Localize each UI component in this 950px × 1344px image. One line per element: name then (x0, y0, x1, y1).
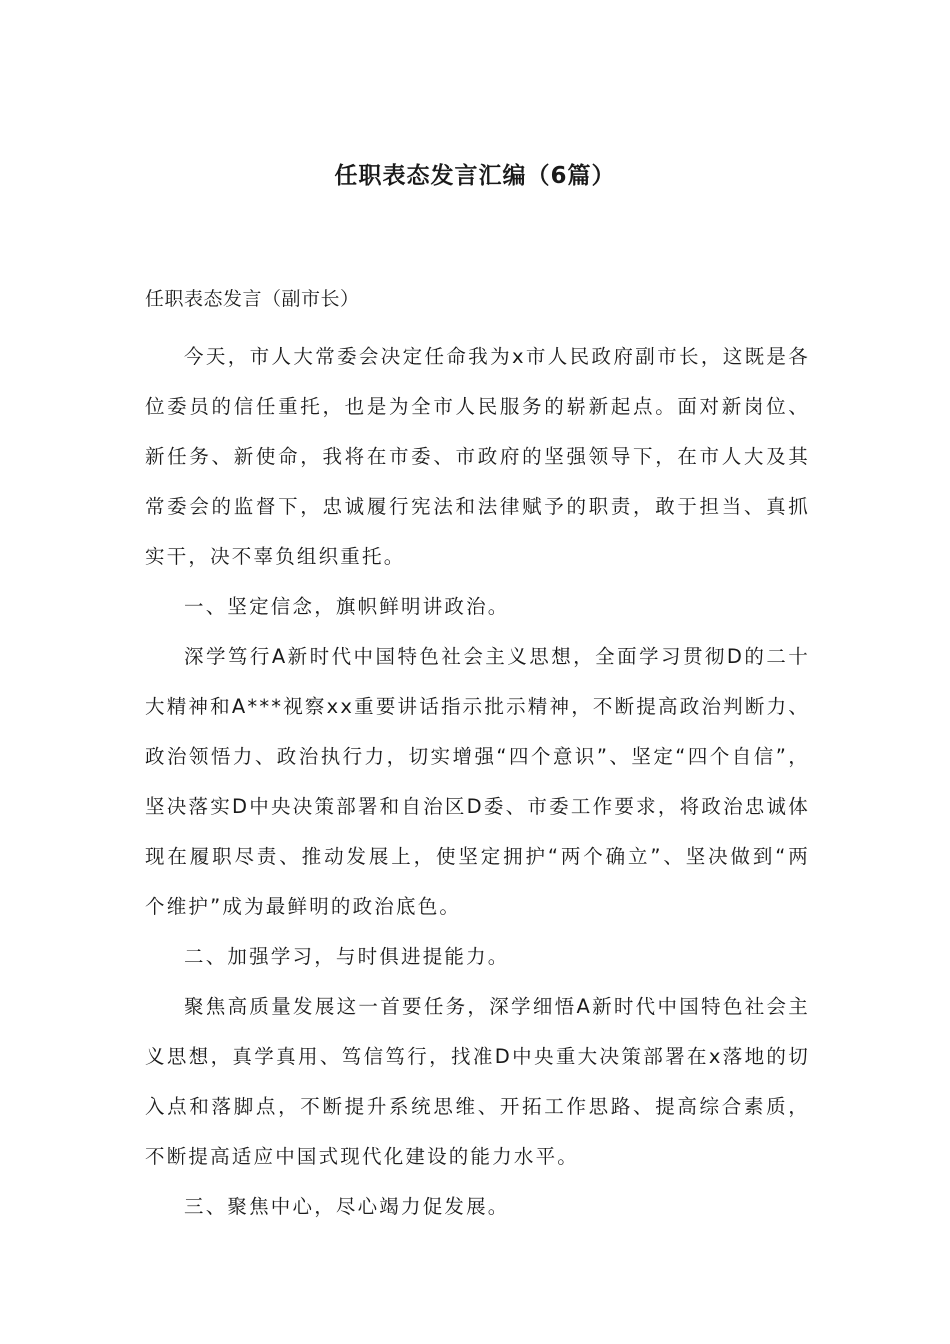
paragraph-point-1: 深学笃行A新时代中国特色社会主义思想，全面学习贯彻D的二十大精神和A***视察xx重要讲话指示批示精神，不断提高政治判断力、政治领悟力、政治执行力，切实增强“四个意识”、坚定“四个自信”，坚决落实D中央决策部署和自治区D委、市委工作要求，将政治忠诚体现在履职尽责、推动发展上，使坚定拥护“两个确立”、坚决做到“两个维护”成为最鲜明的政治底色。 (145, 645, 810, 918)
paragraph-intro: 今天，市人大常委会决定任命我为x市人民政府副市长，这既是各位委员的信任重托，也是为全市人民服务的崭新起点。面对新岗位、新任务、新使命，我将在市委、市政府的坚强领导下，在市人大及其常委会的监督下，忠诚履行宪法和法律赋予的职责，敢于担当、真抓实干，决不辜负组织重托。 (145, 345, 810, 568)
section-subtitle: 任职表态发言（副市长） (145, 288, 360, 310)
paragraph-point-2: 聚焦高质量发展这一首要任务，深学细悟A新时代中国特色社会主义思想，真学真用、笃信笃行，找准D中央重大决策部署在x落地的切入点和落脚点，不断提升系统思维、开拓工作思路、提高综合素质，不断提高适应中国式现代化建设的能力水平。 (145, 995, 810, 1168)
heading-point-2: 二、加强学习，与时俱进提能力。 (184, 945, 510, 968)
document-body (145, 282, 810, 1232)
heading-point-3: 三、聚焦中心，尽心竭力促发展。 (184, 1195, 510, 1218)
document-title: 任职表态发言汇编（6篇） (334, 163, 616, 189)
heading-point-1: 一、坚定信念，旗帜鲜明讲政治。 (184, 595, 510, 618)
